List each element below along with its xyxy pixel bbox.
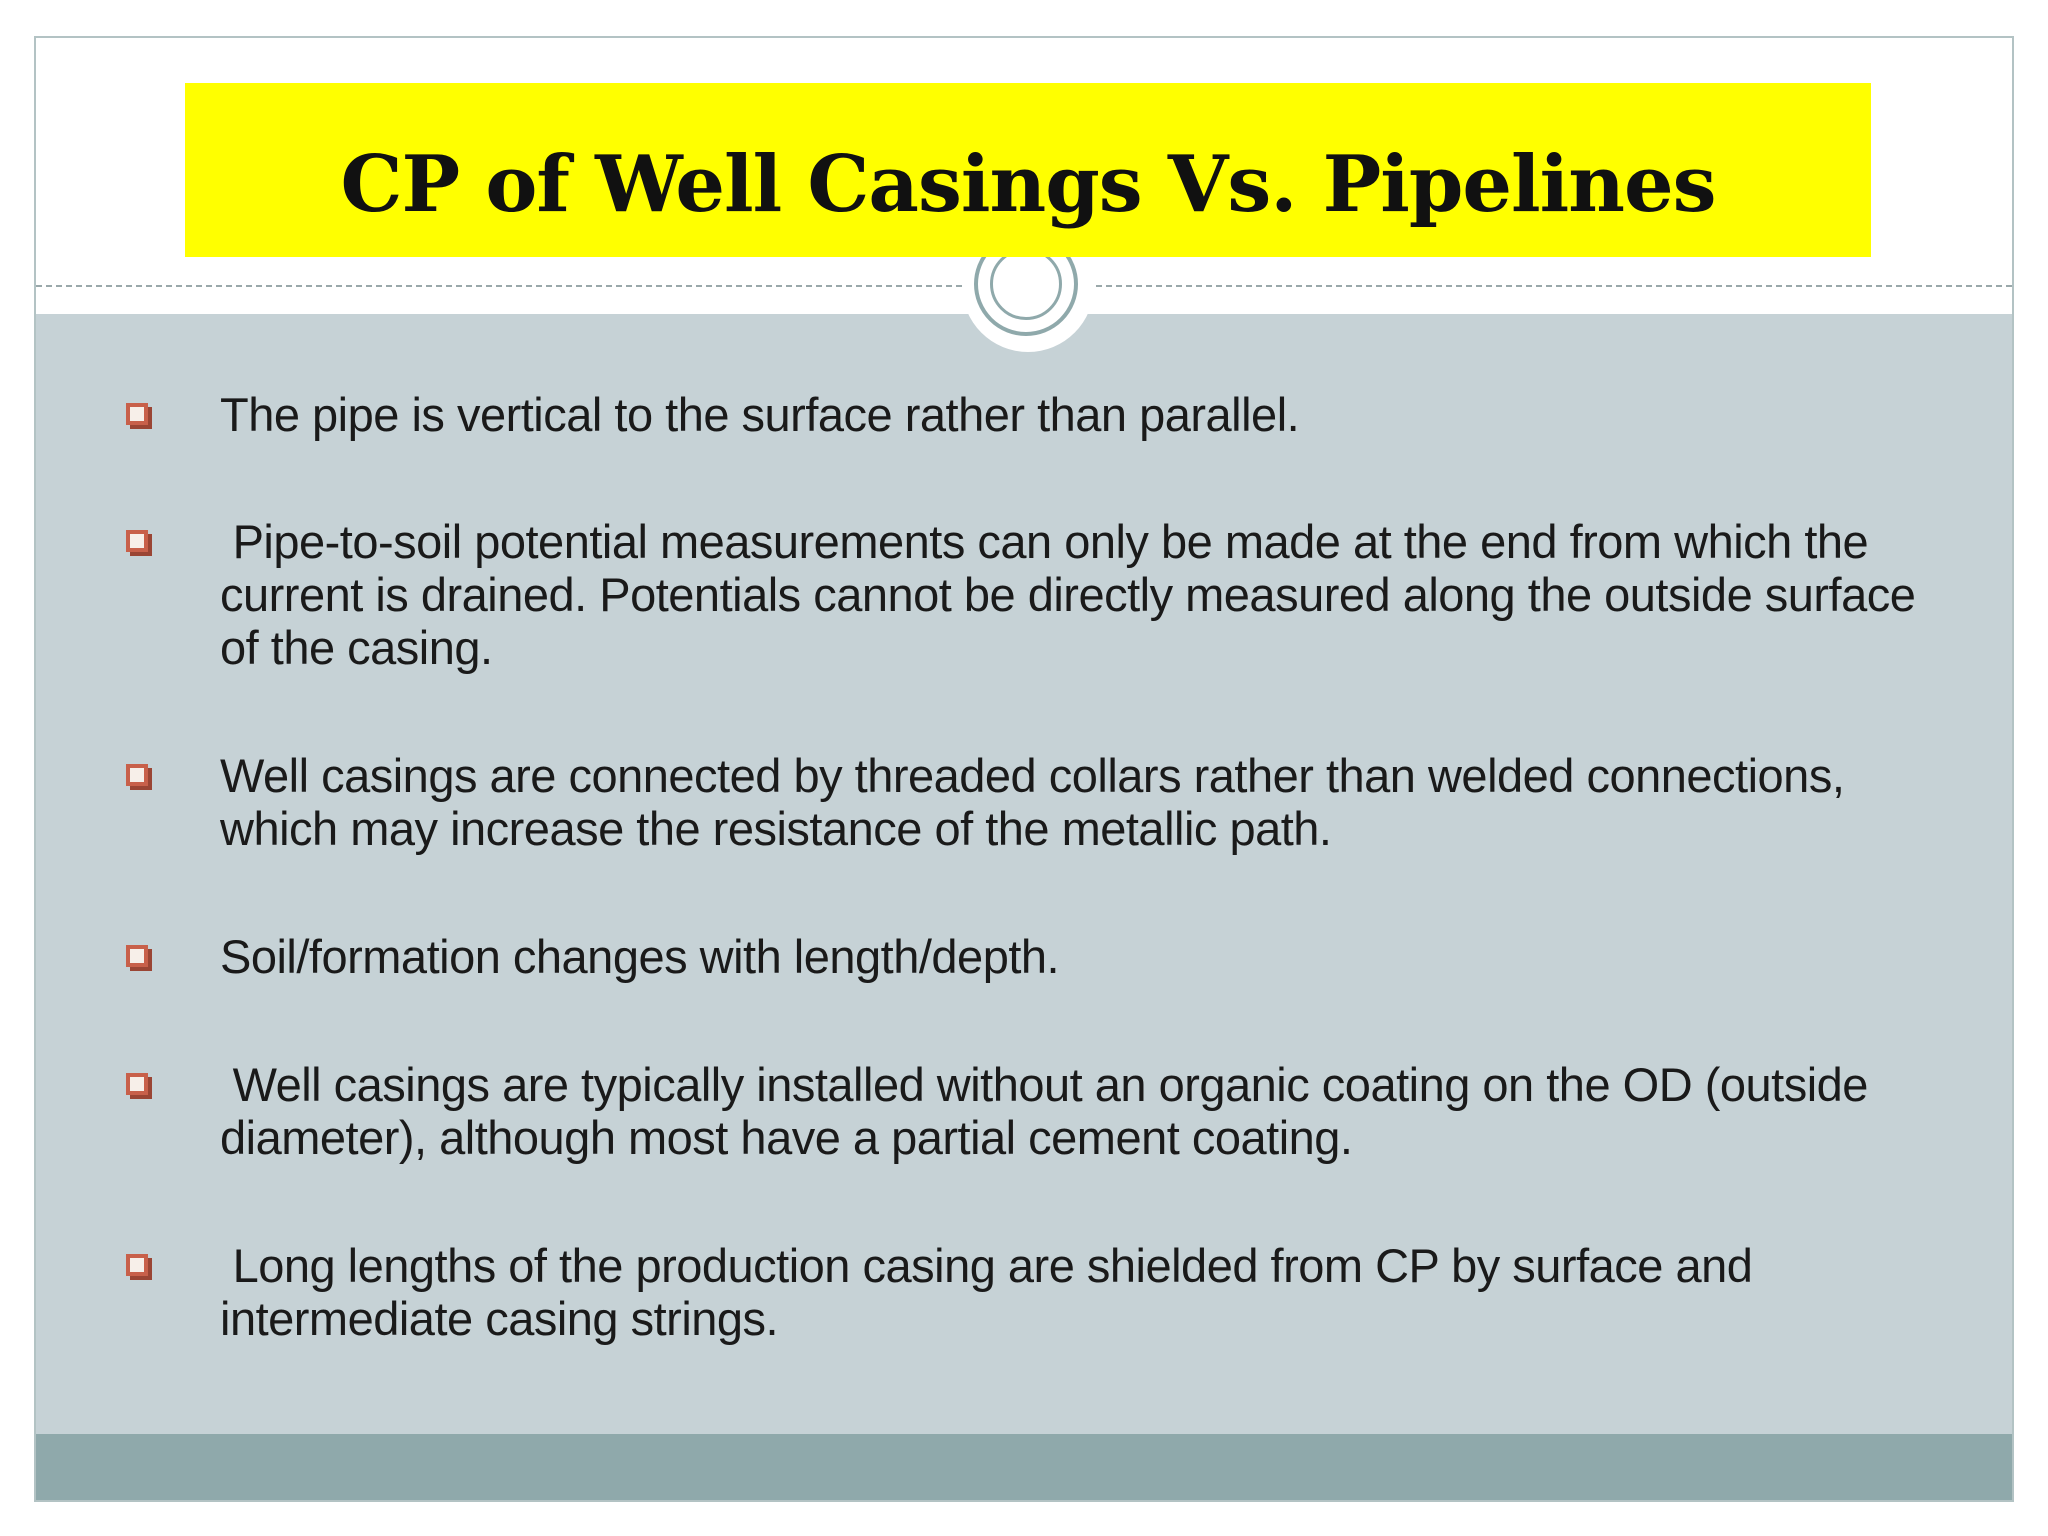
bullet-list [126, 388, 1966, 1345]
bullet-text: Soil/formation changes with length/depth. [220, 930, 1060, 983]
hollow-square-bullet-icon [126, 764, 148, 786]
bullet-item [126, 388, 1966, 441]
hollow-square-bullet-icon [126, 530, 148, 552]
bullet-item [126, 749, 1966, 855]
bullet-text: Well casings are typically installed without an organic coating on the OD (outside diameter), although most have a partial cement coating. [220, 1058, 1881, 1164]
bullet-text: Pipe-to-soil potential measurements can only be made at the end from which the current is drained. Potentials cannot be directly measured along the outside surface of the casing. [220, 515, 1928, 674]
bullet-text: Long lengths of the production casing are shielded from CP by surface and intermediate casing strings. [220, 1239, 1765, 1345]
bullet-text: The pipe is vertical to the surface rather than parallel. [220, 388, 1300, 441]
footer-band [36, 1434, 2012, 1502]
bullet-item [126, 1239, 1966, 1345]
title-banner [185, 83, 1871, 257]
slide-title: CP of Well Casings Vs. Pipelines [340, 138, 1716, 230]
bullet-item [126, 930, 1966, 983]
hollow-square-bullet-icon [126, 403, 148, 425]
hollow-square-bullet-icon [126, 1073, 148, 1095]
hollow-square-bullet-icon [126, 1254, 148, 1276]
bullet-item [126, 515, 1966, 674]
circle-inner-ring [990, 248, 1062, 320]
bullet-text: Well casings are connected by threaded collars rather than welded connections, which may increase the resistance of the metallic path. [220, 749, 1845, 855]
hollow-square-bullet-icon [126, 945, 148, 967]
slide [34, 36, 2014, 1502]
bullet-item [126, 1058, 1966, 1164]
